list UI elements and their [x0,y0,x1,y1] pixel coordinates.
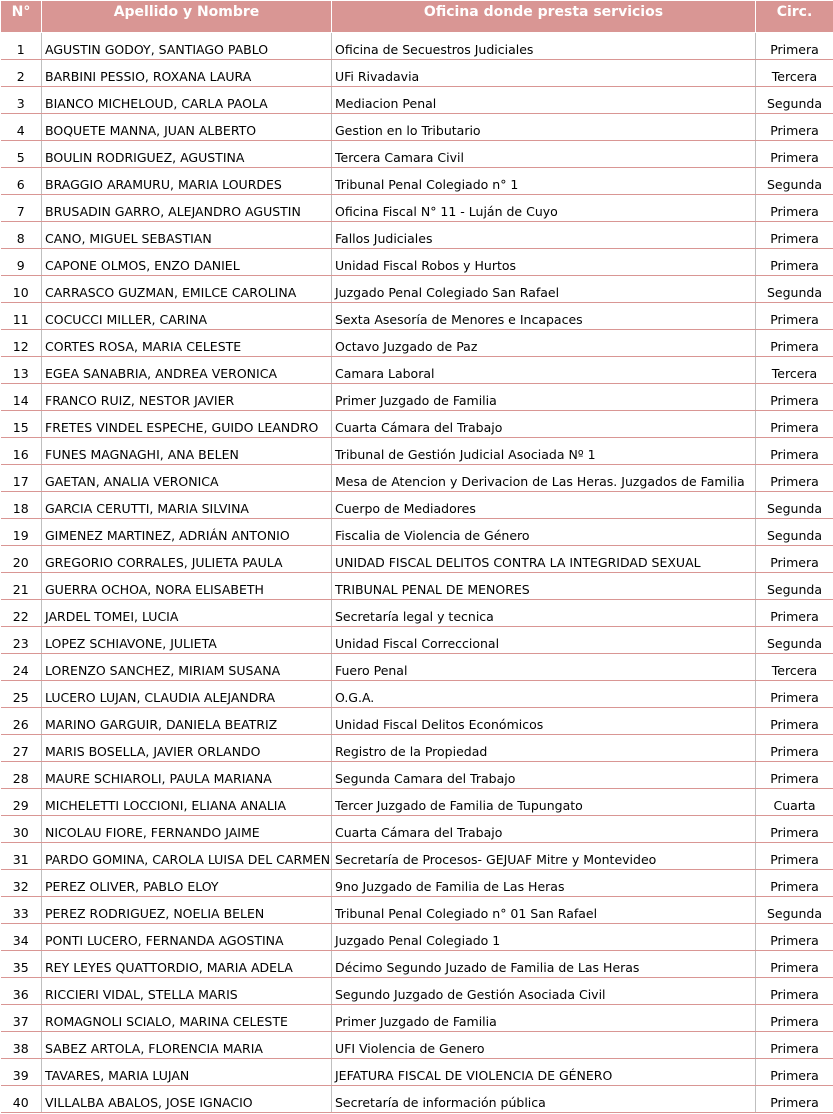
cell-number: 5 [1,141,42,168]
cell-office: Sexta Asesoría de Menores e Incapaces [332,303,756,330]
cell-office: UNIDAD FISCAL DELITOS CONTRA LA INTEGRIDAD SEXUAL [332,546,756,573]
table-row [1,843,833,870]
cell-office: Segundo Juzgado de Gestión Asociada Civil [332,978,756,1005]
table-row [1,303,833,330]
table-row [1,276,833,303]
cell-circ: Primera [756,465,833,492]
table-row [1,735,833,762]
cell-number: 6 [1,168,42,195]
cell-name: COCUCCI MILLER, CARINA [42,303,332,330]
cell-number: 24 [1,654,42,681]
cell-office: Unidad Fiscal Correccional [332,627,756,654]
cell-circ: Primera [756,870,833,897]
cell-number: 29 [1,789,42,816]
cell-circ: Primera [756,384,833,411]
cell-circ: Primera [756,1032,833,1059]
cell-office: UFi Rivadavia [332,60,756,87]
header-name: Apellido y Nombre [42,1,332,33]
table-row [1,897,833,924]
cell-number: 36 [1,978,42,1005]
cell-circ: Tercera [756,60,833,87]
cell-office: Registro de la Propiedad [332,735,756,762]
cell-number: 14 [1,384,42,411]
cell-name: NICOLAU FIORE, FERNANDO JAIME [42,816,332,843]
cell-circ: Primera [756,411,833,438]
table-row [1,654,833,681]
cell-office: Mesa de Atencion y Derivacion de Las Heras. Juzgados de Familia [332,465,756,492]
header-circ: Circ. [756,1,833,33]
cell-name: REY LEYES QUATTORDIO, MARIA ADELA [42,951,332,978]
cell-circ: Primera [756,978,833,1005]
cell-number: 4 [1,114,42,141]
cell-circ: Tercera [756,357,833,384]
cell-circ: Primera [756,681,833,708]
cell-number: 21 [1,573,42,600]
table-row [1,249,833,276]
table-row [1,519,833,546]
cell-office: JEFATURA FISCAL DE VIOLENCIA DE GÉNERO [332,1059,756,1086]
table-row [1,33,833,60]
cell-circ: Primera [756,951,833,978]
cell-number: 37 [1,1005,42,1032]
cell-office: Fuero Penal [332,654,756,681]
table-row [1,114,833,141]
cell-name: LUCERO LUJAN, CLAUDIA ALEJANDRA [42,681,332,708]
cell-office: Secretaría legal y tecnica [332,600,756,627]
cell-circ: Primera [756,708,833,735]
cell-office: Gestion en lo Tributario [332,114,756,141]
table-row [1,465,833,492]
cell-name: TAVARES, MARIA LUJAN [42,1059,332,1086]
cell-office: Juzgado Penal Colegiado San Rafael [332,276,756,303]
cell-name: MAURE SCHIAROLI, PAULA MARIANA [42,762,332,789]
table-row [1,141,833,168]
cell-circ: Primera [756,1005,833,1032]
cell-number: 22 [1,600,42,627]
cell-number: 28 [1,762,42,789]
cell-number: 13 [1,357,42,384]
cell-name: PARDO GOMINA, CAROLA LUISA DEL CARMEN [42,843,332,870]
header-number: N° [1,1,42,33]
cell-number: 25 [1,681,42,708]
cell-name: FRANCO RUIZ, NESTOR JAVIER [42,384,332,411]
table-row [1,87,833,114]
cell-office: Unidad Fiscal Robos y Hurtos [332,249,756,276]
cell-number: 33 [1,897,42,924]
cell-number: 7 [1,195,42,222]
cell-office: Cuerpo de Mediadores [332,492,756,519]
cell-office: UFI Violencia de Genero [332,1032,756,1059]
cell-number: 32 [1,870,42,897]
cell-name: PONTI LUCERO, FERNANDA AGOSTINA [42,924,332,951]
cell-number: 16 [1,438,42,465]
cell-number: 30 [1,816,42,843]
cell-name: FUNES MAGNAGHI, ANA BELEN [42,438,332,465]
cell-office: Tercera Camara Civil [332,141,756,168]
cell-office: Cuarta Cámara del Trabajo [332,411,756,438]
cell-number: 10 [1,276,42,303]
cell-name: GAETAN, ANALIA VERONICA [42,465,332,492]
cell-circ: Segunda [756,276,833,303]
cell-circ: Primera [756,600,833,627]
cell-number: 34 [1,924,42,951]
cell-name: CANO, MIGUEL SEBASTIAN [42,222,332,249]
cell-number: 1 [1,33,42,60]
cell-circ: Primera [756,222,833,249]
table-row [1,195,833,222]
cell-name: JARDEL TOMEI, LUCIA [42,600,332,627]
table-row [1,1032,833,1059]
cell-name: BIANCO MICHELOUD, CARLA PAOLA [42,87,332,114]
cell-circ: Primera [756,141,833,168]
cell-number: 40 [1,1086,42,1113]
cell-office: Fallos Judiciales [332,222,756,249]
cell-name: MICHELETTI LOCCIONI, ELIANA ANALIA [42,789,332,816]
cell-number: 23 [1,627,42,654]
table-row [1,1005,833,1032]
cell-name: PEREZ OLIVER, PABLO ELOY [42,870,332,897]
cell-name: CAPONE OLMOS, ENZO DANIEL [42,249,332,276]
cell-circ: Primera [756,762,833,789]
cell-name: GREGORIO CORRALES, JULIETA PAULA [42,546,332,573]
cell-circ: Primera [756,546,833,573]
table-row [1,492,833,519]
cell-office: Fiscalia de Violencia de Género [332,519,756,546]
cell-circ: Primera [756,816,833,843]
cell-circ: Segunda [756,87,833,114]
cell-circ: Segunda [756,897,833,924]
cell-office: Tribunal de Gestión Judicial Asociada Nº 1 [332,438,756,465]
cell-name: BRUSADIN GARRO, ALEJANDRO AGUSTIN [42,195,332,222]
cell-office: Primer Juzgado de Familia [332,384,756,411]
cell-number: 15 [1,411,42,438]
cell-number: 35 [1,951,42,978]
table-row [1,762,833,789]
cell-circ: Primera [756,33,833,60]
cell-circ: Primera [756,1086,833,1113]
table-row [1,330,833,357]
table-row [1,438,833,465]
cell-circ: Primera [756,114,833,141]
cell-number: 9 [1,249,42,276]
table-row [1,870,833,897]
cell-number: 38 [1,1032,42,1059]
cell-name: CORTES ROSA, MARIA CELESTE [42,330,332,357]
cell-number: 18 [1,492,42,519]
table-row [1,573,833,600]
cell-circ: Primera [756,195,833,222]
cell-name: GIMENEZ MARTINEZ, ADRIÁN ANTONIO [42,519,332,546]
cell-name: RICCIERI VIDAL, STELLA MARIS [42,978,332,1005]
cell-name: AGUSTIN GODOY, SANTIAGO PABLO [42,33,332,60]
cell-office: Tribunal Penal Colegiado n° 01 San Rafael [332,897,756,924]
table-row [1,789,833,816]
cell-circ: Segunda [756,168,833,195]
cell-name: GARCIA CERUTTI, MARIA SILVINA [42,492,332,519]
cell-office: Mediacion Penal [332,87,756,114]
cell-name: PEREZ RODRIGUEZ, NOELIA BELEN [42,897,332,924]
table-row [1,816,833,843]
table-row [1,546,833,573]
cell-name: BOULIN RODRIGUEZ, AGUSTINA [42,141,332,168]
cell-name: BRAGGIO ARAMURU, MARIA LOURDES [42,168,332,195]
table-row [1,978,833,1005]
cell-number: 19 [1,519,42,546]
cell-name: BOQUETE MANNA, JUAN ALBERTO [42,114,332,141]
cell-number: 11 [1,303,42,330]
cell-circ: Tercera [756,654,833,681]
cell-number: 3 [1,87,42,114]
table-row [1,384,833,411]
table-row [1,1059,833,1086]
table-row [1,411,833,438]
cell-circ: Segunda [756,573,833,600]
cell-circ: Primera [756,735,833,762]
cell-office: Tribunal Penal Colegiado n° 1 [332,168,756,195]
table-row [1,627,833,654]
table-row [1,708,833,735]
cell-name: SABEZ ARTOLA, FLORENCIA MARIA [42,1032,332,1059]
table-row [1,1086,833,1113]
header-office: Oficina donde presta servicios [332,1,756,33]
table-row [1,951,833,978]
cell-circ: Primera [756,438,833,465]
cell-office: Secretaría de información pública [332,1086,756,1113]
cell-name: VILLALBA ABALOS, JOSE IGNACIO [42,1086,332,1113]
cell-number: 31 [1,843,42,870]
cell-office: Juzgado Penal Colegiado 1 [332,924,756,951]
cell-number: 2 [1,60,42,87]
cell-circ: Segunda [756,492,833,519]
table-row [1,60,833,87]
cell-name: ROMAGNOLI SCIALO, MARINA CELESTE [42,1005,332,1032]
cell-circ: Primera [756,924,833,951]
cell-circ: Primera [756,249,833,276]
cell-name: LOPEZ SCHIAVONE, JULIETA [42,627,332,654]
cell-name: LORENZO SANCHEZ, MIRIAM SUSANA [42,654,332,681]
table-row [1,168,833,195]
table-row [1,357,833,384]
cell-office: Décimo Segundo Juzado de Familia de Las Heras [332,951,756,978]
cell-office: Secretaría de Procesos- GEJUAF Mitre y Montevideo [332,843,756,870]
cell-number: 8 [1,222,42,249]
cell-office: Oficina de Secuestros Judiciales [332,33,756,60]
cell-office: Primer Juzgado de Familia [332,1005,756,1032]
cell-office: Tercer Juzgado de Familia de Tupungato [332,789,756,816]
cell-number: 12 [1,330,42,357]
cell-number: 39 [1,1059,42,1086]
cell-name: FRETES VINDEL ESPECHE, GUIDO LEANDRO [42,411,332,438]
cell-circ: Primera [756,330,833,357]
table-row [1,924,833,951]
table-header [1,1,833,33]
cell-number: 26 [1,708,42,735]
cell-number: 20 [1,546,42,573]
cell-office: Unidad Fiscal Delitos Económicos [332,708,756,735]
table-row [1,600,833,627]
cell-name: MARINO GARGUIR, DANIELA BEATRIZ [42,708,332,735]
cell-office: Segunda Camara del Trabajo [332,762,756,789]
cell-name: EGEA SANABRIA, ANDREA VERONICA [42,357,332,384]
cell-office: O.G.A. [332,681,756,708]
cell-number: 17 [1,465,42,492]
cell-office: Octavo Juzgado de Paz [332,330,756,357]
table-row [1,681,833,708]
cell-office: 9no Juzgado de Familia de Las Heras [332,870,756,897]
cell-circ: Cuarta [756,789,833,816]
cell-name: MARIS BOSELLA, JAVIER ORLANDO [42,735,332,762]
header-row [1,1,833,33]
table-body [1,33,833,1113]
cell-circ: Primera [756,843,833,870]
cell-name: GUERRA OCHOA, NORA ELISABETH [42,573,332,600]
cell-number: 27 [1,735,42,762]
cell-office: Oficina Fiscal N° 11 - Luján de Cuyo [332,195,756,222]
cell-office: Cuarta Cámara del Trabajo [332,816,756,843]
cell-circ: Segunda [756,627,833,654]
cell-office: TRIBUNAL PENAL DE MENORES [332,573,756,600]
cell-name: CARRASCO GUZMAN, EMILCE CAROLINA [42,276,332,303]
cell-circ: Primera [756,1059,833,1086]
cell-circ: Primera [756,303,833,330]
cell-office: Camara Laboral [332,357,756,384]
table-row [1,222,833,249]
cell-name: BARBINI PESSIO, ROXANA LAURA [42,60,332,87]
cell-circ: Segunda [756,519,833,546]
